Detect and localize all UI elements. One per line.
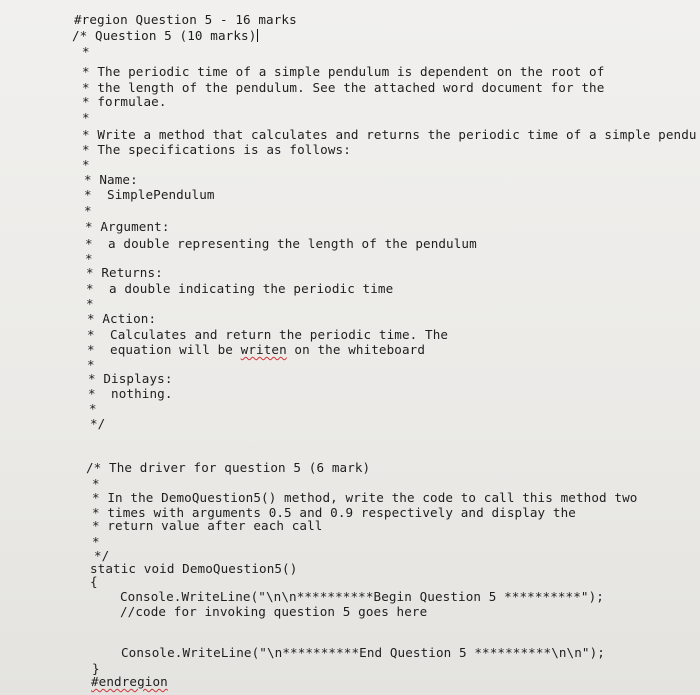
driver-line-2[interactable]: * times with arguments 0.5 and 0.9 respectively and display the bbox=[92, 505, 576, 520]
comment-close-line[interactable]: */ bbox=[94, 548, 110, 563]
displays-value-line[interactable]: * nothing. bbox=[88, 386, 173, 401]
action-line-2[interactable] bbox=[87, 342, 425, 357]
comment-close-line[interactable]: */ bbox=[90, 416, 106, 431]
driver-header-line[interactable]: /* The driver for question 5 (6 mark) bbox=[86, 460, 371, 475]
misspelled-word[interactable]: writen bbox=[240, 342, 287, 357]
desc-line-2[interactable]: * the length of the pendulum. See the attached word document for the bbox=[82, 80, 605, 95]
region-start-line[interactable]: #region Question 5 - 16 marks bbox=[74, 12, 297, 27]
argument-value-line[interactable]: * a double representing the length of the pendulum bbox=[85, 236, 477, 251]
comment-star-line[interactable]: * bbox=[92, 476, 100, 491]
comment-star-line[interactable]: * bbox=[82, 44, 90, 59]
todo-comment-line[interactable]: //code for invoking question 5 goes here bbox=[120, 604, 428, 619]
method-signature-line[interactable]: static void DemoQuestion5() bbox=[90, 561, 298, 576]
task-line-2[interactable]: * The specifications is as follows: bbox=[82, 142, 351, 157]
begin-writeline-line[interactable]: Console.WriteLine("\n\n**********Begin Question 5 **********"); bbox=[120, 589, 604, 604]
action-line-2-start: * equation will be bbox=[87, 342, 241, 357]
driver-line-1[interactable]: * In the DemoQuestion5() method, write the code to call this method two bbox=[92, 490, 638, 505]
desc-line-1[interactable]: * The periodic time of a simple pendulum is dependent on the root of bbox=[82, 64, 605, 79]
driver-line-3[interactable]: * return value after each call bbox=[92, 518, 323, 533]
q5-header-line[interactable] bbox=[72, 28, 258, 43]
desc-line-3[interactable]: * formulae. bbox=[82, 94, 167, 109]
name-label-line[interactable]: * Name: bbox=[84, 172, 138, 187]
name-value-line[interactable]: * SimplePendulum bbox=[84, 187, 215, 202]
comment-star-line[interactable]: * bbox=[84, 203, 92, 218]
task-line-1[interactable]: * Write a method that calculates and returns the periodic time of a simple pendu bbox=[82, 127, 697, 142]
returns-value-line[interactable]: * a double indicating the periodic time bbox=[86, 281, 394, 296]
open-brace-line[interactable]: { bbox=[90, 574, 98, 589]
action-line-1[interactable]: * Calculates and return the periodic time. The bbox=[87, 327, 449, 342]
displays-label-line[interactable]: * Displays: bbox=[88, 371, 173, 386]
q5-header-text: /* Question 5 (10 marks) bbox=[72, 28, 257, 43]
comment-star-line[interactable]: * bbox=[92, 534, 100, 549]
comment-star-line[interactable]: * bbox=[87, 357, 95, 372]
text-cursor bbox=[257, 29, 258, 42]
region-end-line[interactable] bbox=[91, 674, 168, 689]
comment-star-line[interactable]: * bbox=[85, 251, 93, 266]
returns-label-line[interactable]: * Returns: bbox=[86, 265, 163, 280]
comment-star-line[interactable]: * bbox=[89, 401, 97, 416]
action-line-2-end: on the whiteboard bbox=[286, 342, 426, 357]
region-end-text: #endregion bbox=[91, 674, 168, 689]
close-brace-line[interactable]: } bbox=[92, 661, 100, 676]
comment-star-line[interactable]: * bbox=[82, 157, 90, 172]
comment-star-line[interactable]: * bbox=[82, 110, 90, 125]
action-label-line[interactable]: * Action: bbox=[87, 311, 157, 326]
end-writeline-line[interactable]: Console.WriteLine("\n**********End Question 5 **********\n\n"); bbox=[121, 645, 605, 660]
argument-label-line[interactable]: * Argument: bbox=[85, 219, 170, 234]
comment-star-line[interactable]: * bbox=[86, 296, 94, 311]
